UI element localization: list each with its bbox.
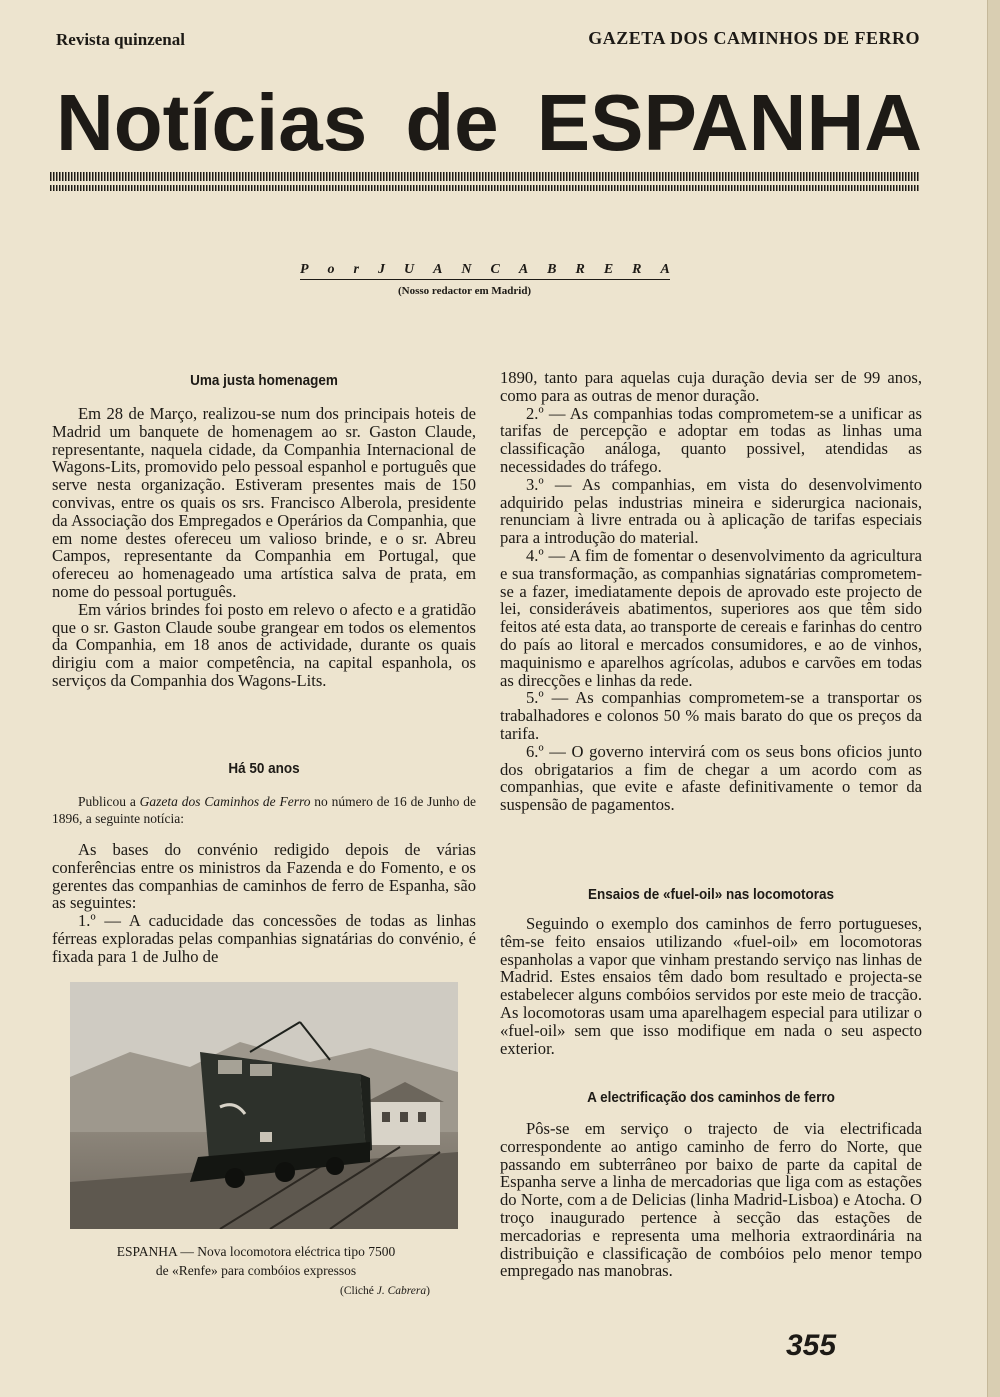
byline-letter: E: [603, 262, 614, 277]
byline-letter: P: [300, 262, 309, 277]
right-column-text-2: [500, 915, 922, 1057]
byline-letter: R: [632, 262, 642, 277]
byline-letter: J: [377, 262, 385, 277]
right-column-text-3: [500, 1120, 922, 1280]
paragraph: 2.º — As companhias todas comprometem-se a unificar as tarifas de percepção e adoptar em todas as linhas uma classificação análoga, quanto possivel, atendidas as necessidades do tráfego.: [500, 403, 922, 476]
byline-letter: A: [518, 262, 529, 277]
masthead-word-espanha: ESPANHA: [536, 78, 922, 167]
intro-paragraph: [52, 794, 476, 827]
paragraph: 6.º — O governo intervirá com os seus bons oficios junto dos obrigatarios a fim de chegar a um acordo com as companhias, que evite e afaste definitivamente o temor da suspensão de pagamentos.: [500, 741, 922, 815]
paragraph: As bases do convénio redigido depois de várias conferências entre os ministros da Fazenda e do Fomento, e os gerentes das companhias de caminhos de ferro de Espanha, são as seguintes:: [52, 840, 476, 913]
paragraph: 3.º — As companhias, em vista do desenvolvimento adquirido pelas industrias mineira e siderurgica nacionais, renunciam à livre entrada ou à aplicação de tarifas especiais para a introdução do material.: [500, 474, 922, 548]
paragraph: 4.º — A fim de fomentar o desenvolvimento da agricultura e sua transformação, as companhias signatárias comprometem-se a fazer, imediatamente depois de aprovado este projecto de lei, consideráveis abatimentos, superiores aos que têm sido feitos até esta data, ao transporte de cereais e farinhas do centro do país ao litoral e mercados consumidores, e ao de vinhos, maquinismo e aparelhos agrícolas, adubos e carvões em todas as direcções e linhas da rede.: [500, 545, 923, 690]
paragraph: Em vários brindes foi posto em relevo o afecto e a gratidão que o sr. Gaston Claude soube grangear em todos os elementos da Companhia, em 18 anos de actividade, durante os quais dirigiu com a maior competência, na capital espanhola, os serviços da Companhia dos Wagons-Lits.: [52, 599, 476, 690]
byline-letter: U: [403, 262, 415, 277]
masthead-rule-top: [50, 172, 920, 181]
left-column-block-2: [52, 760, 476, 777]
byline-letter: N: [461, 262, 472, 277]
byline-letter: C: [490, 262, 500, 277]
paragraph: 5.º — As companhias comprometem-se a transportar os trabalhadores e colonos 50 % mais barato do que os preços da tarifa.: [500, 688, 922, 743]
credit-author: J. Cabrera: [376, 1285, 427, 1297]
masthead-rule-bottom: [50, 185, 920, 191]
paragraph: 1.º — A caducidade das concessões de todas as linhas férreas exploradas pelas companhias signatárias do convénio, é fixada para 1 de Julho de: [52, 911, 476, 966]
credit-text: (Cliché: [340, 1285, 377, 1297]
byline-letter: B: [547, 262, 557, 277]
byline-note: (Nosso redactor em Madrid): [398, 285, 532, 297]
photo-credit: [340, 1285, 430, 1297]
page-number: 355: [786, 1329, 837, 1362]
left-column-block: [52, 372, 476, 389]
byline-letter: r: [353, 262, 359, 277]
byline-letter: A: [660, 262, 670, 277]
section-heading: Há 50 anos: [228, 760, 300, 777]
masthead-word-de: de: [405, 78, 499, 167]
byline-letter: R: [575, 262, 585, 277]
right-column-block: [500, 886, 922, 903]
masthead-title: [56, 78, 922, 168]
left-column-text-2: [52, 841, 476, 966]
section-heading: A electrificação dos caminhos de ferro: [587, 1089, 835, 1106]
right-column-text: [500, 369, 922, 814]
paragraph: 1890, tanto para aquelas cuja duração devia ser de 99 anos, como para as outras de menor duração.: [500, 368, 922, 405]
byline-letter: o: [327, 262, 335, 277]
left-column-text: [52, 405, 476, 690]
byline: [300, 262, 670, 278]
paragraph: Pôs-se em serviço o trajecto de via electrificada correspondente ao antigo caminho de ferro do Norte, que passando em subterrâneo por baixo de parte da capital de Espanha serve a linha de mercadorias que liga com as estações do Norte, com a de Delicias (linha Madrid-Lisboa) e Atocha. O troço inaugurado pertence à secção das estações de mercadorias e representa uma melhoria extraordinária na distribuição e classificação de combóios pelo menor tempo empregado nas manobras.: [500, 1119, 922, 1281]
paragraph: Em 28 de Março, realizou-se num dos principais hoteis de Madrid um banquete de homenagem ao sr. Gaston Claude, representante, naquela cidade, da Companhia Internacional de Wagons-Lits, promovido pelo pessoal espanhol e português que serve nesta organização. Estiveram presentes mais de 150 convivas, entre os quais os srs. Francisco Alberola, presidente da Associação dos Empregados e Operários da Companhia, que em nome destes ofereceu um valioso brinde, e o sr. Abreu Campos, representante da Companhia em Portugal, que ofereceu ao homenageado uma artística salva de prata, em nome do pessoal português.: [52, 404, 476, 601]
right-column-block-2: [500, 1089, 922, 1106]
byline-letter: A: [433, 262, 443, 277]
publication-title: Gazeta dos Caminhos de Ferro: [139, 794, 311, 809]
section-heading: Ensaios de «fuel-oil» nas locomotoras: [587, 886, 835, 903]
credit-text: ): [426, 1285, 430, 1297]
header-right: GAZETA DOS CAMINHOS DE FERRO: [588, 28, 920, 48]
intro-text: no número de 16 de Junho de 1896, a seguinte notícia:: [52, 794, 476, 826]
intro-text: Publicou a: [78, 794, 140, 809]
section-heading: Uma justa homenagem: [190, 372, 338, 389]
paragraph: Seguindo o exemplo dos caminhos de ferro portugueses, têm-se feito ensaios utilizando «fuel-oil» em locomotoras espanholas a vapor que vinham prestando serviço nas linhas de Madrid. Estes ensaios têm dado bom resultado e projecta-se estabelecer alguns combóios servidos por este meio de tracção. As locomotoras usam uma aparelhagem especial para utilizar o «fuel-oil» sem que isso modifique em nada o seu aspecto exterior.: [500, 914, 922, 1058]
page-edge: [987, 0, 1000, 1397]
left-column-intro: [52, 794, 476, 827]
photo-caption-line1: ESPANHA — Nova locomotora eléctrica tipo 7500: [116, 1244, 396, 1259]
byline-underline: [300, 279, 670, 280]
masthead-word-noticias: Notícias: [56, 78, 368, 167]
photo-caption-line2: de «Renfe» para combóios expressos: [155, 1263, 357, 1278]
locomotive-photo: [70, 982, 458, 1229]
header-left: Revista quinzenal: [56, 30, 185, 49]
locomotive-illustration: [70, 982, 458, 1229]
